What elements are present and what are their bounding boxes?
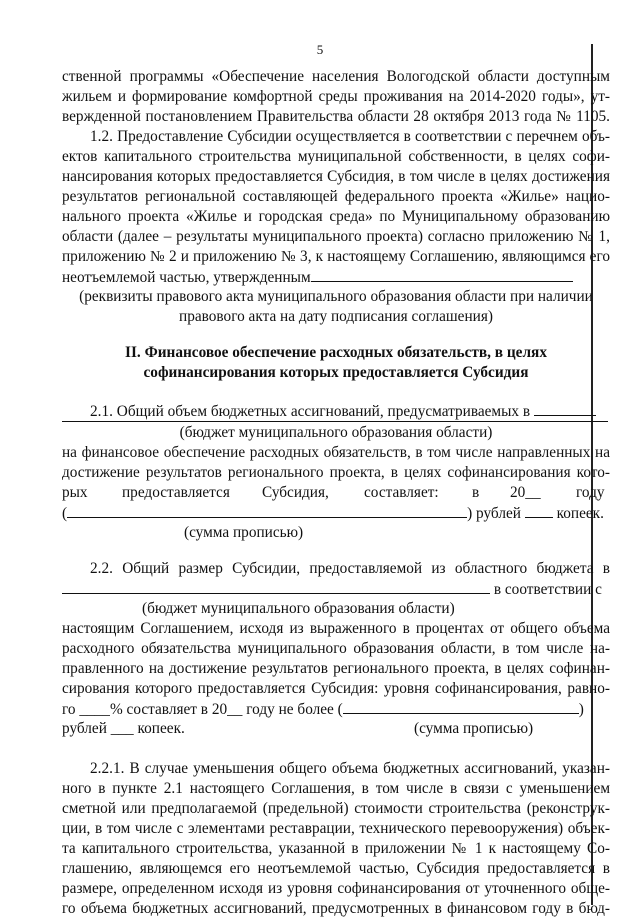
text-line: достижение результатов регионального проекта, в целях софинансирования кото- <box>62 464 610 481</box>
text-line <box>62 401 610 421</box>
text-fragment: неотъемлемой частью, утвержденным <box>62 269 311 286</box>
text-line: на финансовое обеспечение расходных обязательств, в том числе направленных на <box>62 444 610 461</box>
text-line: настоящим Соглашением, исходя из выраженного в процентах от общего объема <box>62 620 610 637</box>
caption-line: (сумма прописью) <box>414 720 534 737</box>
text-fragment: в соответствии с <box>493 581 602 598</box>
blank-underline <box>62 421 608 422</box>
text-line: сирования которого предоставляется Субсидия: уровня софинансирования, равно- <box>62 680 610 697</box>
page-number: 5 <box>316 42 324 57</box>
text-fragment: ( <box>62 505 68 522</box>
caption-line: (бюджет муниципального образования области) <box>179 424 493 441</box>
text-line: 2.2. Общий размер Субсидии, предоставляемой из областного бюджета в <box>90 560 610 577</box>
blank-underline <box>525 503 553 518</box>
text-line: сметной или предполагаемой (предельной) стоимости строительства (реконструк- <box>62 800 610 817</box>
text-line: ции, в том числе с элементами реставрации, технического перевооружения) объек- <box>62 820 610 837</box>
text-line <box>62 699 610 719</box>
text-line: размере, определенном исходя из уровня софинансирования от уточненного обще- <box>62 880 610 897</box>
blank-underline <box>343 699 579 714</box>
text-fragment: 20__ <box>510 484 541 501</box>
text-line: вержденной постановлением Правительства области 28 октября 2013 года № 1105. <box>62 108 610 125</box>
caption-line: (сумма прописью) <box>184 524 304 541</box>
text-line <box>62 503 610 523</box>
caption-line: (реквизиты правового акта муниципального образования области при наличии <box>79 288 593 305</box>
section-heading: II. Финансовое обеспечение расходных обязательств, в целях <box>125 344 547 361</box>
blank-underline <box>67 503 467 518</box>
text-fragment: 2.1. Общий объем бюджетных ассигнований, предусматриваемых в <box>90 403 531 420</box>
text-line: нального проекта «Жилье и городская среда» по Муниципальному образованию <box>62 208 610 225</box>
text-line: ектов капитального строительства муниципальной собственности, в целях софи- <box>62 148 610 165</box>
text-line: 1.2. Предоставление Субсидии осуществляется в соответствии с перечнем объ- <box>90 128 610 145</box>
text-line: та капитального строительства, указанной в приложении № 1 к настоящему Со- <box>62 840 610 857</box>
text-fragment: копеек. <box>556 505 604 522</box>
text-line: расходного обязательства муниципального образования области, в том числе на- <box>62 640 610 657</box>
caption-line: (бюджет муниципального образования области) <box>142 600 455 617</box>
text-line: 2.2.1. В случае уменьшения общего объема бюджетных ассигнований, указан- <box>90 760 610 777</box>
text-line <box>62 579 610 599</box>
text-fragment: предоставляется <box>122 484 230 501</box>
text-line <box>62 267 610 287</box>
text-fragment: составляет: <box>364 484 439 501</box>
text-line: результатов региональной составляющей федерального проекта «Жилье» нацио- <box>62 188 610 205</box>
text-line: жильем и формирование комфортной среды проживания на 2014-2020 годы», ут- <box>62 88 610 105</box>
text-line <box>62 483 610 503</box>
text-line: области (далее – результаты муниципального проекта) согласно приложению № 1, <box>62 228 610 245</box>
text-line: ного в пункте 2.1 настоящего Соглашения, в том числе в связи с уменьшением <box>62 780 610 797</box>
section-heading: софинансирования которых предоставляется Субсидия <box>143 364 529 381</box>
text-line: го объема бюджетных ассигнований, предусмотренных в финансовом году в бюд- <box>62 900 610 917</box>
text-fragment: ) <box>578 701 584 718</box>
text-fragment: Субсидия, <box>262 484 329 501</box>
text-line: нансирования которых предоставляется Субсидия, в том числе в целях достижения <box>62 168 610 185</box>
text-line: ственной программы «Обеспечение населения Вологодской области доступным <box>62 68 610 85</box>
text-line: приложению № 2 и приложению № 3, к настоящему Соглашению, являющимся его <box>62 248 610 265</box>
text-line: глашению, являющемся его неотъемлемой частью, Субсидия предоставляется в <box>62 860 610 877</box>
text-fragment: рых <box>62 484 88 501</box>
text-fragment: году <box>576 484 605 501</box>
blank-underline <box>62 579 490 594</box>
text-fragment: го ____% составляет в 20__ году не более ( <box>62 701 343 718</box>
caption-line: правового акта на дату подписания соглашения) <box>179 308 493 325</box>
text-fragment: в <box>472 484 480 501</box>
text-fragment: рублей ___ копеек. <box>62 720 185 737</box>
text-fragment: ) рублей <box>467 505 521 522</box>
text-line: правленного на достижение результатов регионального проекта, в целях софинан- <box>62 660 610 677</box>
blank-underline <box>534 401 596 416</box>
text-line <box>62 719 610 739</box>
blank-underline <box>311 267 573 282</box>
